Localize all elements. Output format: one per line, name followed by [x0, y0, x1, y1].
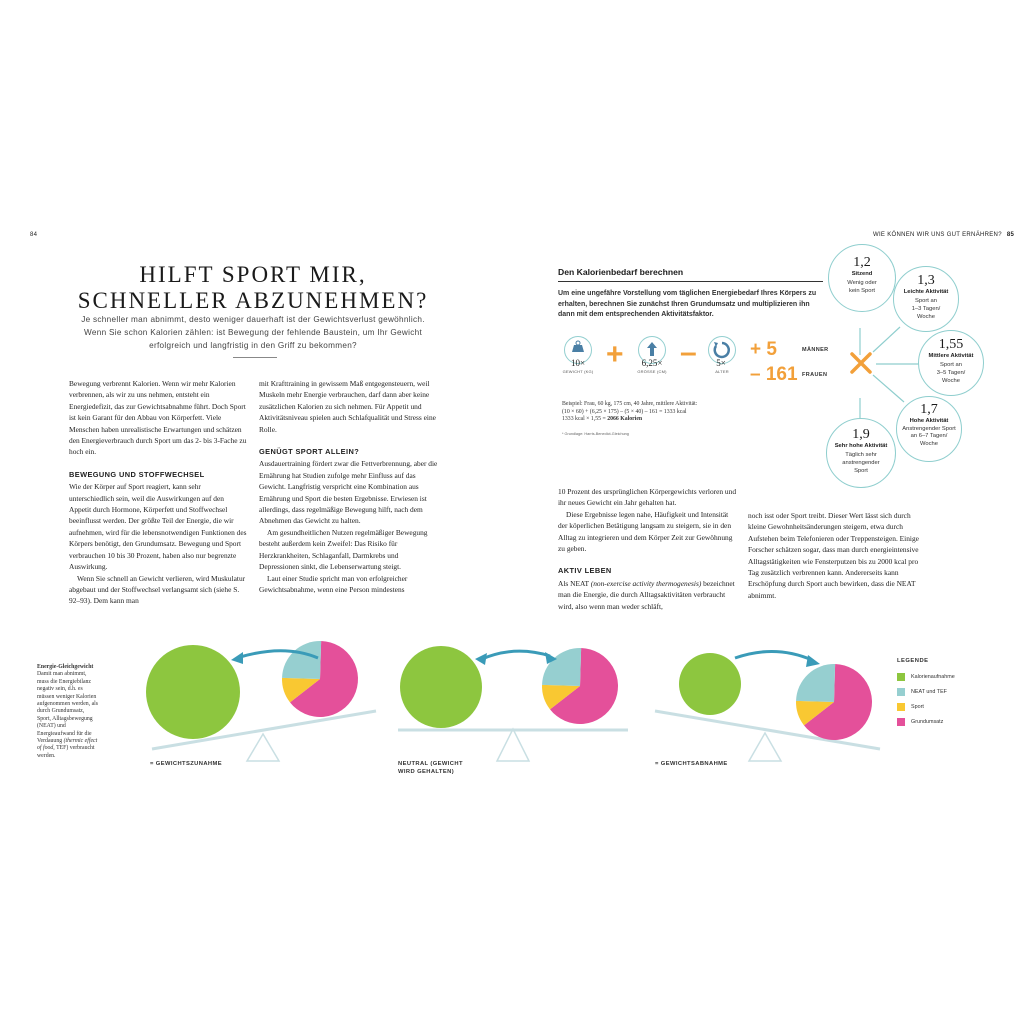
legend-item-sport — [897, 703, 924, 711]
running-head-text: WIE KÖNNEN WIR UNS GUT ERNÄHREN? — [873, 232, 1002, 238]
running-head — [873, 232, 1014, 238]
factor-value: 1,55 — [938, 337, 964, 352]
men-label: MÄNNER — [802, 347, 829, 353]
factor-desc: Sport — [854, 467, 868, 474]
legend-title: LEGENDE — [897, 658, 929, 664]
note-italic: (thermic effect of food, — [37, 738, 98, 752]
factor-desc: 1–3 Tagen/ — [911, 305, 941, 312]
legend-label: Sport — [911, 704, 924, 710]
factor-desc: anstrengender — [842, 459, 880, 466]
note-end: TEF) verbraucht werden. — [37, 745, 95, 759]
factor-value: 1,2 — [853, 255, 871, 270]
text-column-4 — [748, 510, 928, 601]
minus-sign: – — [680, 336, 697, 369]
calculation-example — [562, 401, 822, 424]
legend-item-intake — [897, 673, 955, 681]
factor-name: Mittlere Aktivität — [928, 353, 974, 359]
caption-neutral: NEUTRAL (GEWICHT WIRD GEHALTEN) — [398, 761, 463, 775]
factor-desc: Woche — [917, 313, 935, 320]
title-line-1: HILFT SPORT MIR, — [139, 262, 367, 287]
body-paragraph: mit Krafttraining in gewissem Maß entgegensteuern, weil Muskeln mehr Energie verbrauchen, darf dann aber keine zusätzlichen Kalorien zu sich nehmen. Für Appetit und Aktivitätsniveau spielen auch Schlafqualität und Stress eine Rolle. — [259, 379, 436, 434]
page-number-left: 84 — [30, 232, 38, 238]
women-constant-value: – 161 — [750, 364, 798, 385]
arrow-head-icon — [806, 655, 820, 667]
factor-name: Leichte Aktivität — [903, 289, 949, 295]
formula-row — [558, 334, 848, 384]
legend-item-neat — [897, 688, 947, 696]
arrow-head-left-icon — [475, 653, 487, 665]
age-factor: 5× — [716, 358, 726, 368]
lead-paragraph: Je schneller man abnimmt, desto weniger dauerhaft ist der Gewichtsverlust gewöhnlich. Wenn Sie schon Kalorien zählen: ist Bewegung der fehlende Baustein, um Ihr Gewicht erfolgreich und langfristig in den Griff zu bekommen? — [81, 315, 425, 350]
weight-label: GEWICHT (KG) — [562, 369, 594, 374]
example-line-3 — [562, 416, 822, 424]
factor-value: 1,3 — [917, 273, 935, 288]
body-paragraph — [558, 578, 736, 612]
example-calc: 1333 kcal × 1,55 = — [562, 416, 608, 422]
factor-desc: Täglich sehr — [845, 451, 877, 458]
body-paragraph: Bewegung verbrennt Kalorien. Wenn wir mehr Kalorien verbrennen, als wir zu uns nehmen, entsteht ein Energiedefizit, das zur Gewichtsabnahme führt. Doch Sport ist kein Garant für den Abbau von Körperfett. Viele Menschen haben unrealistische Erwartungen und schätzen den Energieverbrauch durch Sport um das 2- bis 3-Fache zu hoch ein. — [69, 379, 247, 457]
divider-rule — [233, 357, 277, 358]
factor-name: Sehr hohe Aktivität — [834, 443, 888, 449]
note-title: Energie-Gleichgewicht — [37, 664, 94, 670]
intake-circle — [400, 646, 482, 728]
example-line-2: (10 × 60) + (6,25 × 175) – (5 × 40) – 161 = 1333 kcal — [562, 408, 687, 415]
energy-balance-diagram — [0, 630, 1024, 770]
page-title — [63, 262, 443, 314]
text-column-1 — [69, 378, 247, 607]
fulcrum — [247, 734, 279, 761]
activity-factor-3 — [918, 330, 984, 396]
legend-label: Grundumsatz — [911, 719, 944, 725]
factor-value: 1,9 — [852, 427, 870, 442]
caption-gain: = GEWICHTSZUNAHME — [150, 761, 223, 767]
calorie-box-rule — [558, 281, 823, 282]
plus-sign: + — [606, 338, 624, 371]
activity-factor-5 — [826, 418, 896, 488]
arrow-curve — [735, 651, 812, 660]
footnote: * Grundlage: Harris-Benedict-Gleichung — [562, 432, 629, 436]
body-paragraph: Laut einer Studie spricht man von erfolgreicher Gewichtsabnahme, wenn eine Person mindestens — [259, 573, 408, 594]
activity-factor-4 — [896, 396, 962, 462]
factor-value: 1,7 — [920, 402, 938, 417]
factor-desc: Woche — [942, 377, 960, 384]
caption-loss: = GEWICHTSABNAHME — [655, 761, 728, 767]
factor-desc: Anstrengender Sport — [902, 425, 956, 432]
men-constant — [750, 340, 777, 359]
women-label: FRAUEN — [802, 372, 828, 378]
calorie-box-title: Den Kalorienbedarf berechnen — [558, 267, 684, 277]
factor-desc: Woche — [920, 440, 938, 447]
body-paragraph: Diese Ergebnisse legen nahe, Häufigkeit und Intensität der köperlichen Betätigung langsam zu steigern, sie in den Alltag zu integrieren und dem Körper Zeit zur Gewöhnung zu geben. — [558, 509, 733, 554]
factor-desc: Sport an — [915, 297, 937, 304]
note-text: Damit man abnimmt, muss die Energiebilanz negativ sein, d.h. es müssen weniger Kalorien aufgenommen werden, als durch Grundumsatz, Sport, Alltagsbewegung (NEAT) und Energieaufwand für die Verdauung — [37, 671, 99, 745]
legend-label: NEAT und TEF — [911, 689, 947, 695]
factor-desc: Wenig oder — [847, 279, 877, 286]
factor-desc: 3–5 Tagen/ — [936, 369, 966, 376]
women-constant — [750, 365, 798, 384]
scenario-gain — [146, 641, 376, 761]
body-paragraph: noch isst oder Sport treibt. Dieser Wert lässt sich durch kleine Gewohnheitsänderungen steigern, etwa durch Aufstehen beim Telefonieren oder Treppensteigen. Einige Forscher schätzen sogar, dass man durch energieintensive Alltagstätigkeiten wie Fensterputzen bis zu 2000 kcal pro Tag zusätzlich verbrennen kann. Andererseits kann Erschöpfung durch Sport auch bewirken, dass die NEAT abnimmt. — [748, 511, 919, 600]
factor-desc: an 6–7 Tagen/ — [910, 433, 948, 439]
factor-desc: kein Sport — [848, 287, 876, 294]
factor-name: Hohe Aktivität — [909, 418, 949, 424]
body-paragraph: 10 Prozent des ursprünglichen Körpergewichts verloren und ihr neues Gewicht ein Jahr gehalten hat. — [558, 487, 737, 508]
body-paragraph: Am gesundheitlichen Nutzen regelmäßiger Bewegung besteht außerdem kein Zweifel: Das Risiko für Herzkrankheiten, Schlaganfall, Darmkrebs und Depressionen sinkt, die Lebenserwartung steigt. — [259, 527, 428, 572]
expenditure-pie — [796, 664, 872, 740]
section-heading: AKTIV LEBEN — [558, 566, 612, 576]
arrow-head-icon — [231, 652, 243, 664]
swatch-green — [897, 673, 905, 681]
neat-term: Als NEAT — [558, 578, 589, 588]
intake-circle — [146, 645, 240, 739]
swatch-yellow — [897, 703, 905, 711]
swatch-pink — [897, 718, 905, 726]
activity-factor-1 — [828, 244, 896, 312]
fulcrum — [497, 729, 529, 761]
intake-circle — [679, 653, 741, 715]
body-paragraph: Wenn Sie schnell an Gewicht verlieren, wird Muskulatur abgebaut und der Stoffwechsel verlangsamt sich (siehe S. 92–93). Dem kann man — [69, 573, 246, 606]
pie-slice-neat — [282, 641, 321, 679]
activity-factor-2 — [893, 266, 959, 332]
age-label: ALTER — [715, 369, 729, 374]
arrow-curve — [482, 651, 550, 659]
men-constant-value: + 5 — [750, 339, 777, 360]
weight-factor: 10× — [570, 358, 586, 368]
swatch-teal — [897, 688, 905, 696]
factor-name: Sitzend — [851, 271, 873, 277]
page-number-right: 85 — [1006, 232, 1015, 238]
body-paragraph: Wie der Körper auf Sport reagiert, kann sehr unterschiedlich sein, weil die Auswirkungen auf den Appetit durch Hormone, Körperfett und Stoffwechsel beeinflusst werden. Der größte Teil der Energie, die wir aufnehmen, wird für die lebensnotwendigen Funktionen des Körpers benötigt, den Grundumsatz. Bewegung und Sport verbrauchen 10 bis 30 Prozent, haben also nur begrenzte Auswirkung. — [69, 482, 247, 572]
example-result: 2066 Kalorien — [607, 416, 643, 422]
section-heading: GENÜGT SPORT ALLEIN? — [259, 447, 360, 457]
multiply-sign — [852, 354, 870, 372]
title-line-2: SCHNELLER ABZUNEHMEN? — [77, 288, 429, 313]
calorie-box-intro: Um eine ungefähre Vorstellung vom täglichen Energiebedarf Ihres Körpers zu erhalten, berechnen Sie zunächst Ihren Grundumsatz und multiplizieren ihn dann mit dem entsprechenden Aktivitätsfaktor. — [558, 290, 817, 318]
fulcrum — [749, 733, 781, 761]
text-column-3 — [558, 486, 736, 612]
section-heading: BEWEGUNG UND STOFFWECHSEL — [69, 469, 205, 479]
neat-definition: bezeichnet man die Energie, die durch Alltagsaktivitäten verbraucht wird, also wenn man weder schläft, — [558, 578, 735, 611]
height-factor: 6,25× — [641, 358, 663, 368]
height-label: GRÖSSE (CM) — [637, 369, 667, 374]
pie-slice-neat — [796, 664, 835, 702]
scenario-loss — [655, 651, 880, 761]
scenario-neutral — [398, 646, 628, 761]
factor-desc: Sport an — [940, 361, 962, 368]
body-paragraph: Ausdauertraining fördert zwar die Fettverbrennung, aber die Ernährung hat Studien zufolge mehr Einfluss auf das Gewicht. Langfristig verspricht eine Kombination aus Ernährung und Sport die besten Ergebnisse. Erwiesen ist allerdings, dass regelmäßige Bewegung hilft, nach dem Abnehmen das Gewicht zu halten. — [259, 459, 438, 526]
legend-label: Kalorienaufnahme — [911, 674, 955, 680]
example-line-1: Beispiel: Frau, 60 kg, 175 cm, 40 Jahre, mittlere Aktivität: — [562, 401, 698, 407]
text-column-2 — [259, 378, 439, 595]
neat-expansion: (non-exercise activity thermogenesis) — [590, 578, 702, 588]
legend-item-bmr — [897, 718, 943, 726]
